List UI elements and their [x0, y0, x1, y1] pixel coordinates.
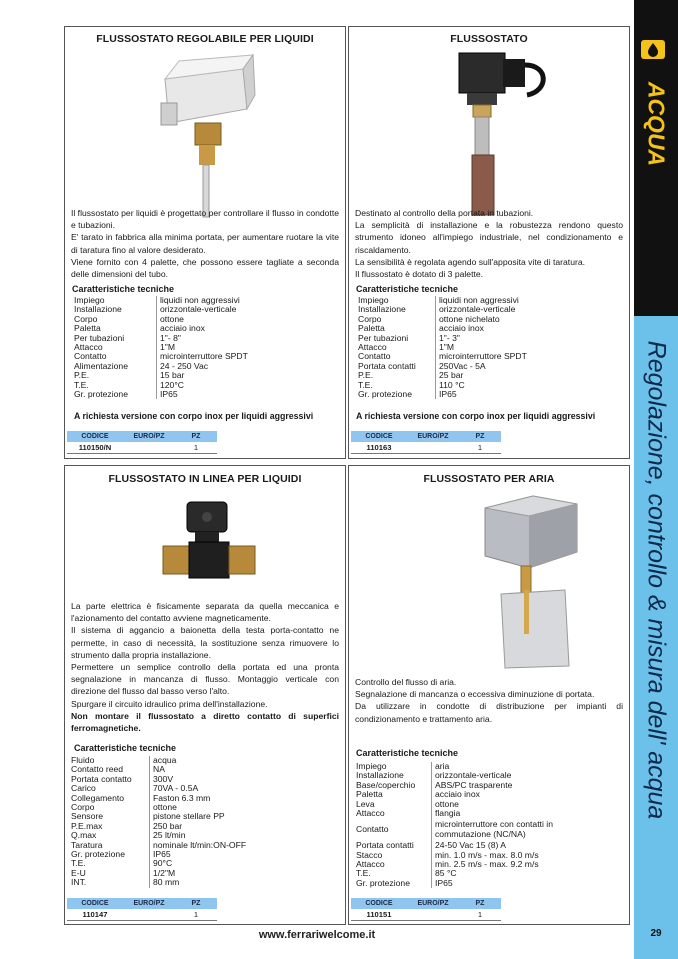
product-price: [123, 909, 175, 921]
spec-row: Attacco min. 2.5 m/s - max. 9.2 m/s: [356, 860, 582, 869]
spec-row: Alimentazione 24 - 250 Vac: [74, 362, 248, 371]
specs-table: [356, 762, 582, 888]
spec-row: Paletta acciaio inox: [356, 790, 582, 799]
price-header: EURO/PZ: [407, 431, 459, 442]
product-description: Destinato al controllo della portata in tubazioni. La semplicità di installazione e la robustezza rendono questo strumento idoneo all'impiego industriale, nel condizionamento e riscaldamento. La sensibilità è regolata agendo sull'apposita vite di taratura. Il flussostato è dotato di 3 palette.: [355, 208, 623, 280]
product-price: [407, 442, 459, 454]
pz-header: PZ: [459, 898, 501, 909]
spec-row: Gr. protezione IP65: [356, 879, 582, 888]
spec-row: Impiego aria: [356, 762, 582, 771]
product-description: Il flussostato per liquidi è progettato per controllare il flusso in condotte e tubazioni. E' tarato in fabbrica alla minima portata, per aumentare ruotare la vite di taratura fino al valore desiderato. Viene fornito con 4 palette, che possono essere tagliate a seconda delle dimensioni del tubo.: [71, 208, 339, 280]
product-pz: 1: [459, 442, 501, 454]
spec-row: Base/coperchio ABS/PC trasparente: [356, 781, 582, 790]
spec-row: Impiego liquidi non aggressivi: [74, 296, 248, 305]
spec-row: P.E. 15 bar: [74, 371, 248, 380]
spec-row: T.E. 110 °C: [358, 381, 527, 390]
section-label: ACQUA: [643, 81, 670, 167]
product-title: FLUSSOSTATO REGOLABILE PER LIQUIDI: [96, 33, 314, 45]
spec-row: Paletta acciaio inox: [358, 324, 527, 333]
product-card-2: [348, 26, 630, 459]
spec-row: Per tubazioni 1"- 8": [74, 334, 248, 343]
inox-note: A richiesta versione con corpo inox per liquidi aggressivi: [74, 411, 314, 421]
spec-row: Taratura nominale lt/min:ON-OFF: [71, 839, 247, 850]
product-card-4: [348, 465, 630, 925]
specs-heading: Caratteristiche tecniche: [74, 743, 177, 753]
specs-table: [358, 296, 527, 399]
spec-row: Gr. protezione IP65: [358, 390, 527, 399]
spec-row: Portata contatti 250Vac - 5A: [358, 362, 527, 371]
code-header: CODICE: [351, 431, 407, 442]
spec-row: Carico 70VA - 0.5A: [71, 784, 246, 793]
spec-row: Contatto microinterruttore SPDT: [74, 351, 248, 362]
spec-row: P.E. 25 bar: [358, 371, 527, 380]
spec-row: Portata contatto 300V: [71, 775, 246, 784]
flow-switch-image: [157, 51, 257, 221]
product-code: 110163: [351, 442, 407, 454]
product-title: FLUSSOSTATO PER ARIA: [423, 473, 555, 485]
spec-row: T.E. 120°C: [74, 381, 248, 390]
spec-row: Contatto microinterruttore con contatti in commutazione (NC/NA): [356, 818, 582, 841]
spec-row: Contatto microinterruttore SPDT: [358, 351, 527, 362]
specs-heading: Caratteristiche tecniche: [356, 284, 459, 294]
product-code: 110151: [351, 909, 407, 921]
spec-row: Collegamento Faston 6.3 mm: [71, 794, 246, 803]
flow-switch-image: [159, 496, 269, 586]
spec-row: Gr. protezione IP65: [74, 390, 248, 399]
spec-row: Impiego liquidi non aggressivi: [358, 296, 527, 305]
product-description: La parte elettrica è fisicamente separata da quella meccanica e l'azionamento del contatto avviene magneticamente. Il sistema di aggancio a baionetta della testa porta-contatto ne permette, in caso di necessità, la sostituzione senza rimuovere lo strumento dalla propria installazione. Permettere un semplice controllo della portata ed una pronta segnalazione in mancanza di flusso. Montaggio verticale con direzione del flusso dal basso verso l'alto. Spurgare il circuito idraulico prima dell'installazione. Non montare il flussostato a diretto contatto di superfici ferromagnetiche.: [71, 601, 339, 734]
inox-note: A richiesta versione con corpo inox per liquidi aggressivi: [356, 411, 596, 421]
product-description: Controllo del flusso di aria. Segnalazione di mancanza o eccessiva diminuzione di portata. Da utilizzare in condotte di distribuzione per impianti di condizionamento e trattamento aria.: [355, 677, 623, 724]
spec-row: Installazione orizzontale-verticale: [358, 305, 527, 314]
page-number: 29: [650, 928, 662, 939]
product-pz: 1: [459, 909, 501, 921]
spec-row: Fluido acqua: [71, 756, 246, 765]
pz-header: PZ: [175, 431, 217, 442]
flow-switch-image: [453, 51, 553, 221]
product-pz: 1: [175, 909, 217, 921]
product-card-1: [64, 26, 346, 459]
spec-row: Corpo ottone: [74, 315, 248, 324]
spec-row: Contatto reed NA: [71, 765, 246, 774]
spec-row: E-U 1/2"M: [71, 869, 246, 878]
product-code: 110147: [67, 909, 123, 921]
price-header: EURO/PZ: [407, 898, 459, 909]
code-table: [351, 898, 501, 921]
spec-row: Per tubazioni 1"- 3": [358, 334, 527, 343]
specs-heading: Caratteristiche tecniche: [356, 748, 459, 758]
price-header: EURO/PZ: [123, 898, 175, 909]
spec-row: Attacco 1"M: [74, 343, 248, 352]
spec-row: Paletta acciaio inox: [74, 324, 248, 333]
spec-row: Corpo ottone: [71, 803, 246, 812]
spec-row: Portata contatti 24-50 Vac 15 (8) A: [356, 841, 582, 850]
specs-heading: Caratteristiche tecniche: [72, 284, 175, 294]
spec-row: T.E. 90°C: [71, 859, 246, 868]
specs-table: [71, 756, 246, 888]
product-price: [123, 442, 175, 454]
code-table: [67, 431, 217, 454]
spec-row: Leva ottone: [356, 800, 582, 809]
product-title: FLUSSOSTATO: [450, 33, 528, 45]
spec-row: Gr. protezione IP65: [71, 850, 246, 859]
spec-row: Corpo ottone nichelato: [358, 315, 527, 324]
spec-row: Installazione orizzontale-verticale: [356, 771, 582, 780]
code-table: [67, 898, 217, 921]
product-title: FLUSSOSTATO IN LINEA PER LIQUIDI: [108, 473, 302, 485]
code-header: CODICE: [67, 431, 123, 442]
water-drop-icon: [638, 36, 668, 62]
product-price: [407, 909, 459, 921]
air-flow-switch-image: [479, 490, 583, 670]
chapter-title: Regolazione, controllo & misura dell' acqua: [642, 340, 671, 820]
product-code: 110150/N: [67, 442, 123, 454]
spec-row: Installazione orizzontale-verticale: [74, 305, 248, 314]
spec-row: T.E. 85 °C: [356, 869, 582, 878]
product-pz: 1: [175, 442, 217, 454]
price-header: EURO/PZ: [123, 431, 175, 442]
product-card-3: [64, 465, 346, 925]
code-header: CODICE: [351, 898, 407, 909]
code-header: CODICE: [67, 898, 123, 909]
spec-row: Sensore pistone stellare PP: [71, 812, 246, 821]
code-table: [351, 431, 501, 454]
specs-table: [74, 296, 248, 399]
pz-header: PZ: [459, 431, 501, 442]
spec-row: Attacco flangia: [356, 809, 582, 818]
footer-url[interactable]: www.ferrariwelcome.it: [258, 929, 376, 941]
spec-row: P.E.max 250 bar: [71, 822, 246, 831]
spec-row: INT. 80 mm: [71, 878, 246, 887]
spec-row: Attacco 1"M: [358, 343, 527, 352]
spec-row: Stacco min. 1.0 m/s - max. 8.0 m/s: [356, 851, 582, 860]
pz-header: PZ: [175, 898, 217, 909]
spec-row: Q.max 25 lt/min: [71, 831, 246, 840]
